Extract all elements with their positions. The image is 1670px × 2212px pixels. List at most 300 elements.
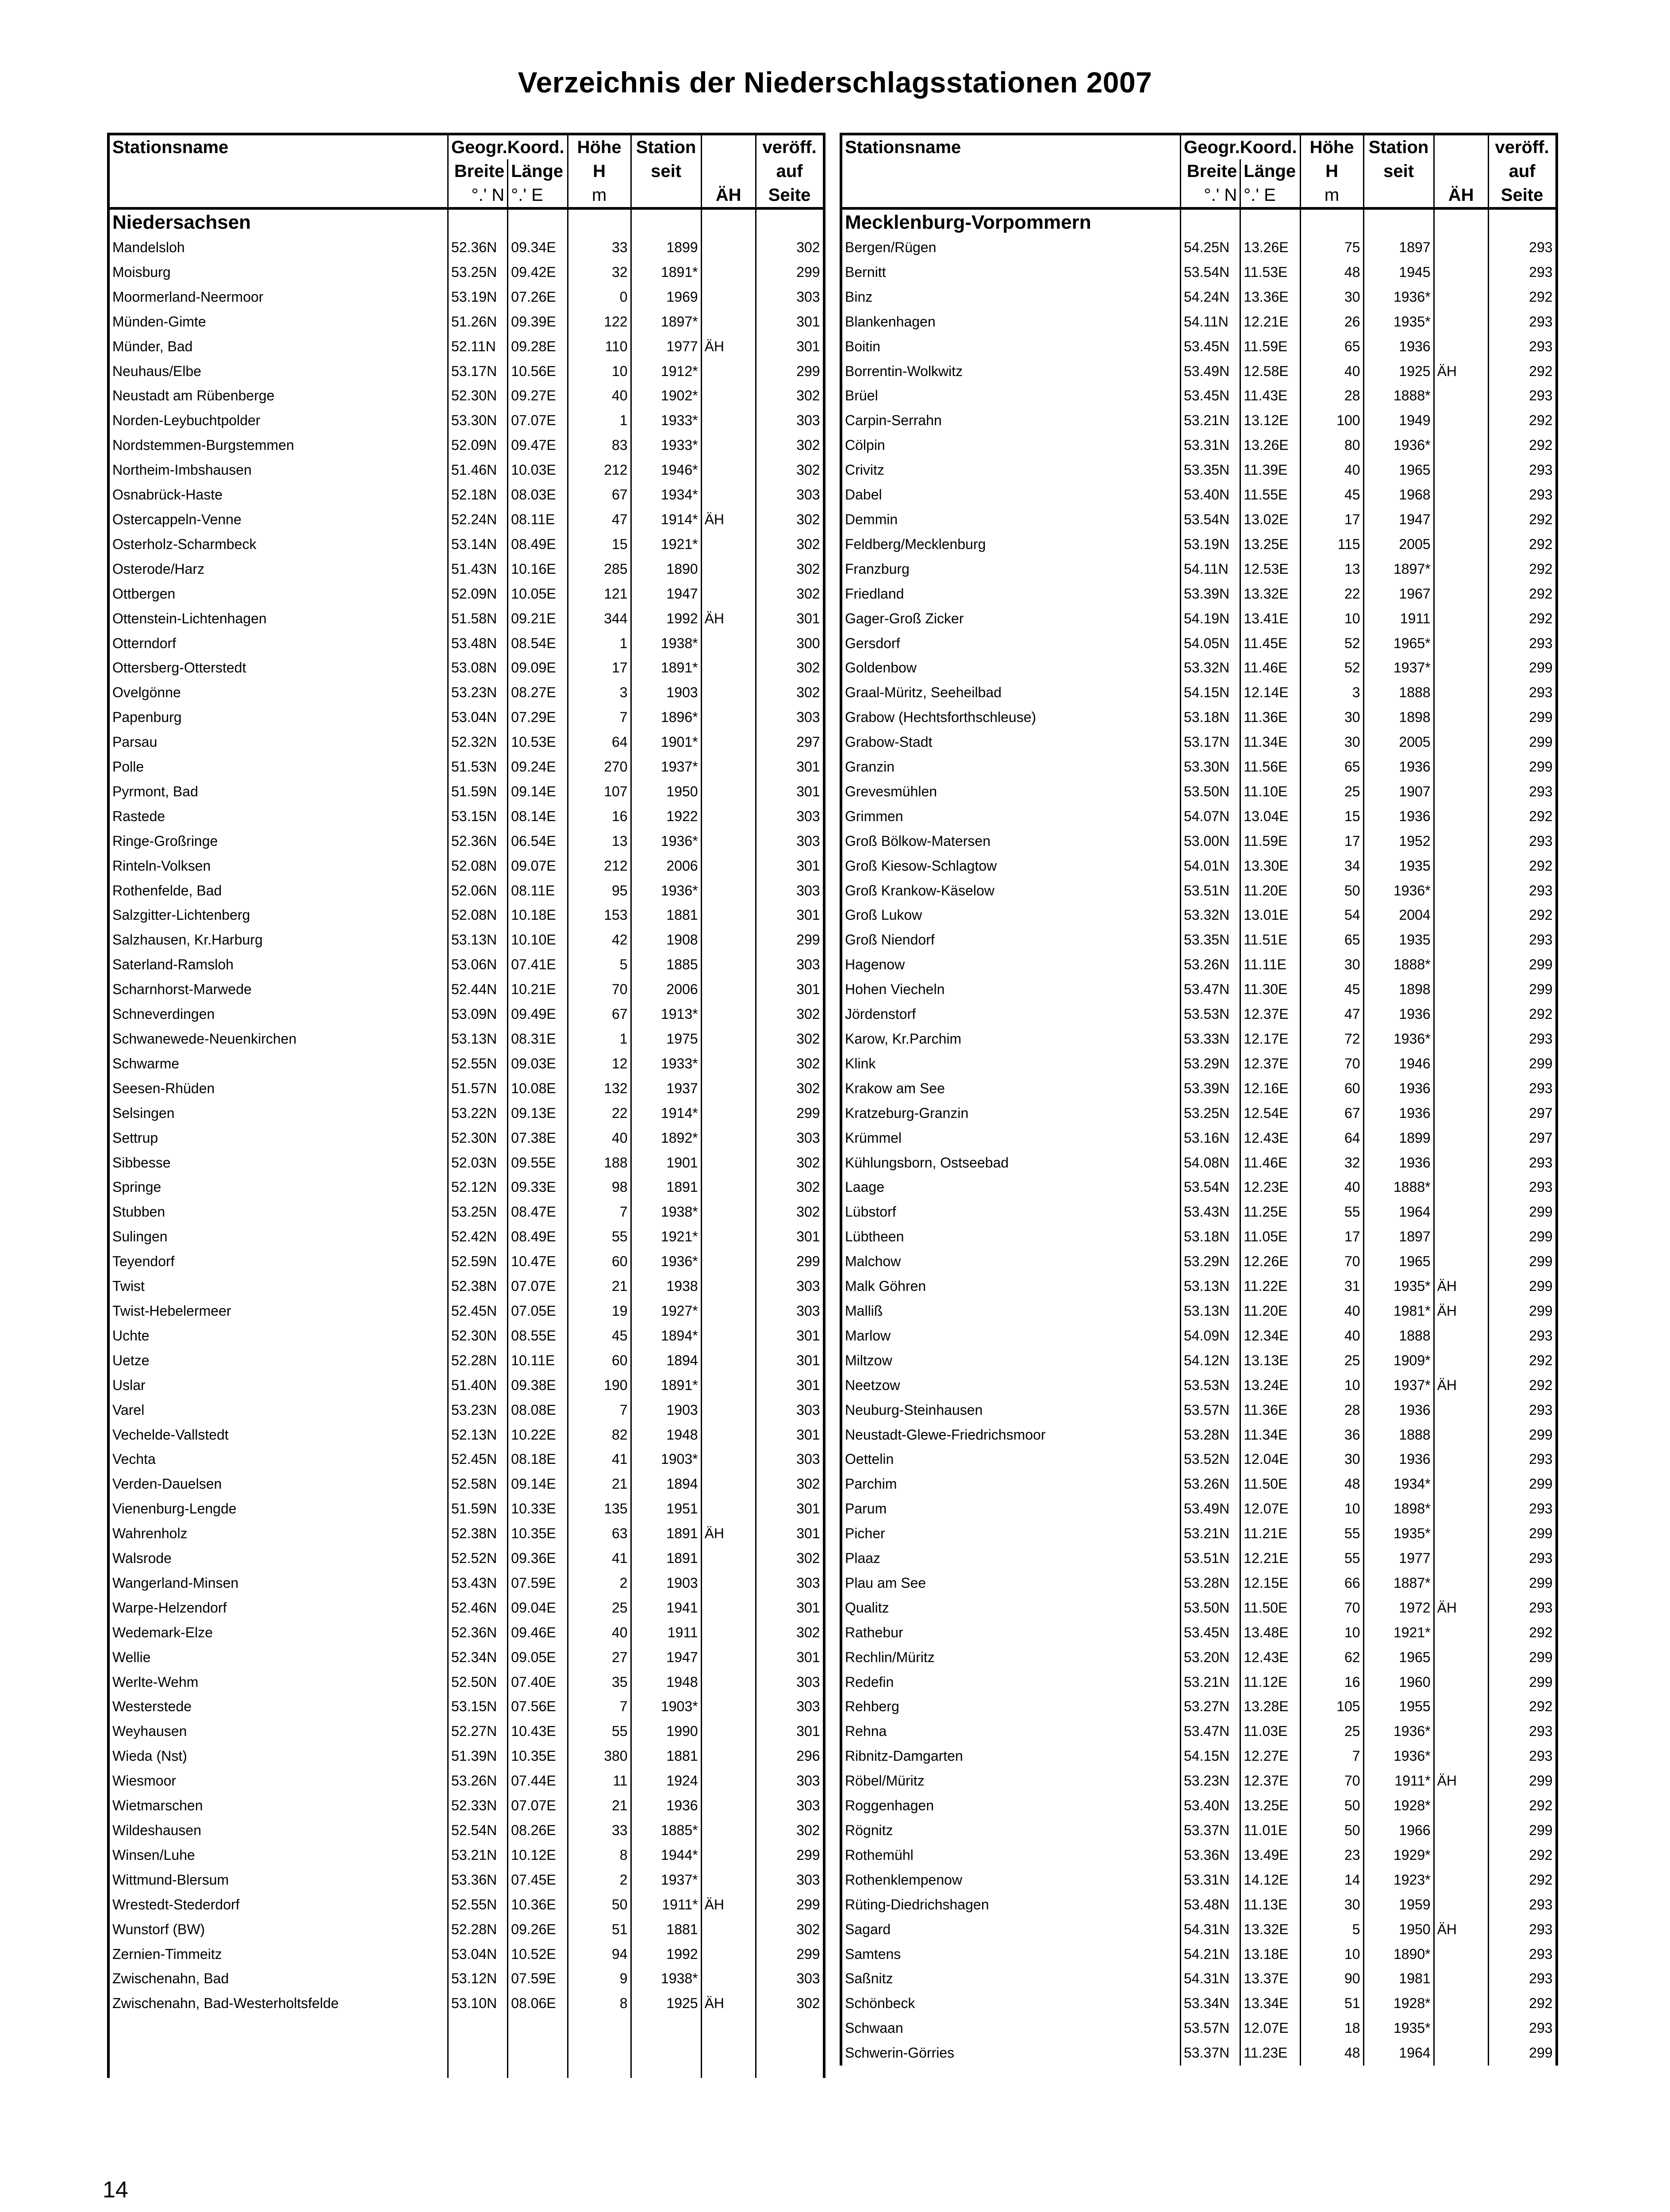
station-height: 8 xyxy=(568,1843,631,1868)
station-longitude: 07.41E xyxy=(508,952,568,977)
station-latitude: 52.59N xyxy=(448,1249,508,1274)
station-latitude: 53.23N xyxy=(1181,1769,1240,1793)
table-row xyxy=(108,1694,824,1719)
station-ah xyxy=(701,1694,756,1719)
station-page: 303 xyxy=(756,829,824,854)
station-ah xyxy=(1434,1151,1488,1175)
station-height: 132 xyxy=(568,1076,631,1101)
station-ah xyxy=(1434,1472,1488,1497)
station-latitude: 53.21N xyxy=(1181,1521,1240,1546)
table-row xyxy=(841,680,1557,705)
station-latitude: 53.54N xyxy=(1181,507,1240,532)
station-latitude: 53.31N xyxy=(1181,433,1240,458)
station-latitude: 51.59N xyxy=(448,1497,508,1521)
station-ah xyxy=(701,1373,756,1398)
station-name: Sagard xyxy=(841,1917,1181,1942)
station-since: 1990 xyxy=(631,1719,701,1744)
station-ah xyxy=(701,656,756,680)
table-row xyxy=(108,1868,824,1893)
station-height: 270 xyxy=(568,755,631,780)
station-longitude: 09.46E xyxy=(508,1621,568,1645)
station-latitude: 51.58N xyxy=(448,607,508,631)
table-row xyxy=(108,1200,824,1225)
station-latitude: 52.28N xyxy=(448,1917,508,1942)
station-longitude: 11.36E xyxy=(1240,705,1300,730)
station-since: 1888* xyxy=(1363,384,1434,408)
station-since: 1947 xyxy=(1363,507,1434,532)
station-latitude: 52.08N xyxy=(448,854,508,879)
station-latitude: 52.45N xyxy=(448,1447,508,1472)
station-ah: ÄH xyxy=(701,1521,756,1546)
station-longitude: 11.36E xyxy=(1240,1398,1300,1423)
station-longitude: 13.36E xyxy=(1240,285,1300,310)
station-longitude: 07.07E xyxy=(508,1274,568,1299)
header-h: H xyxy=(568,159,631,183)
station-height: 32 xyxy=(1300,1151,1363,1175)
station-page: 293 xyxy=(1488,680,1557,705)
station-height: 70 xyxy=(1300,1249,1363,1274)
station-since: 1936* xyxy=(1363,1027,1434,1052)
station-height: 28 xyxy=(1300,1398,1363,1423)
station-since: 1936 xyxy=(1363,334,1434,359)
station-ah xyxy=(1434,656,1488,680)
region-cell xyxy=(1363,208,1434,235)
station-name: Marlow xyxy=(841,1324,1181,1348)
station-ah xyxy=(701,631,756,656)
station-longitude: 11.45E xyxy=(1240,631,1300,656)
station-page: 293 xyxy=(1488,928,1557,952)
table-row xyxy=(841,952,1557,977)
station-longitude: 07.07E xyxy=(508,408,568,433)
station-page: 301 xyxy=(756,1645,824,1670)
station-name: Rastede xyxy=(108,804,448,829)
station-height: 70 xyxy=(1300,1052,1363,1076)
station-ah xyxy=(701,829,756,854)
station-ah xyxy=(1434,1027,1488,1052)
station-ah xyxy=(1434,1101,1488,1126)
region-cell xyxy=(1300,208,1363,235)
station-height: 41 xyxy=(568,1447,631,1472)
station-since: 1887* xyxy=(1363,1571,1434,1596)
station-latitude: 54.19N xyxy=(1181,607,1240,631)
station-longitude: 10.22E xyxy=(508,1423,568,1448)
station-latitude: 52.36N xyxy=(448,1621,508,1645)
station-page: 293 xyxy=(1488,1398,1557,1423)
station-page: 302 xyxy=(756,433,824,458)
station-longitude: 09.21E xyxy=(508,607,568,631)
station-ah xyxy=(1434,310,1488,334)
station-height: 5 xyxy=(568,952,631,977)
station-latitude: 51.40N xyxy=(448,1373,508,1398)
station-latitude: 52.03N xyxy=(448,1151,508,1175)
station-since: 1888 xyxy=(1363,1423,1434,1448)
header-breite: Breite xyxy=(448,159,508,183)
station-ah xyxy=(1434,1225,1488,1249)
station-height: 45 xyxy=(1300,483,1363,507)
station-height: 27 xyxy=(568,1645,631,1670)
station-longitude: 09.14E xyxy=(508,780,568,804)
station-page: 299 xyxy=(1488,1423,1557,1448)
station-latitude: 53.54N xyxy=(1181,260,1240,285)
station-since: 1921* xyxy=(631,1225,701,1249)
station-name: Sibbesse xyxy=(108,1151,448,1175)
station-name: Krakow am See xyxy=(841,1076,1181,1101)
station-since: 1898* xyxy=(1363,1497,1434,1521)
station-ah xyxy=(701,780,756,804)
station-height: 10 xyxy=(1300,1621,1363,1645)
header-lat-unit: °.' N xyxy=(1181,183,1240,208)
station-longitude: 14.12E xyxy=(1240,1868,1300,1893)
station-page: 292 xyxy=(1488,1348,1557,1373)
station-ah xyxy=(701,1744,756,1769)
station-name: Grimmen xyxy=(841,804,1181,829)
table-row xyxy=(108,1793,824,1818)
station-longitude: 11.05E xyxy=(1240,1225,1300,1249)
station-ah xyxy=(1434,928,1488,952)
station-latitude: 52.55N xyxy=(448,1052,508,1076)
station-page: 293 xyxy=(1488,334,1557,359)
station-since: 1937 xyxy=(631,1076,701,1101)
station-longitude: 08.26E xyxy=(508,1818,568,1843)
station-ah xyxy=(701,705,756,730)
region-cell xyxy=(1434,208,1488,235)
station-name: Schwarme xyxy=(108,1052,448,1076)
station-name: Neetzow xyxy=(841,1373,1181,1398)
station-name: Kühlungsborn, Ostseebad xyxy=(841,1151,1181,1175)
station-ah xyxy=(1434,631,1488,656)
station-name: Röbel/Müritz xyxy=(841,1769,1181,1793)
station-since: 1903 xyxy=(631,680,701,705)
station-latitude: 52.12N xyxy=(448,1175,508,1200)
station-since: 1888 xyxy=(1363,680,1434,705)
table-row xyxy=(108,705,824,730)
station-latitude: 53.26N xyxy=(1181,1472,1240,1497)
station-ah xyxy=(701,952,756,977)
station-since: 1903* xyxy=(631,1694,701,1719)
station-height: 19 xyxy=(568,1299,631,1324)
station-page: 301 xyxy=(756,977,824,1002)
station-page: 292 xyxy=(1488,507,1557,532)
station-latitude: 54.01N xyxy=(1181,854,1240,879)
table-row xyxy=(841,780,1557,804)
header-m: m xyxy=(1300,183,1363,208)
station-since: 1936 xyxy=(1363,1151,1434,1175)
station-since: 1921* xyxy=(631,532,701,557)
station-ah xyxy=(701,879,756,903)
station-name: Norden-Leybuchtpolder xyxy=(108,408,448,433)
station-height: 55 xyxy=(1300,1546,1363,1571)
station-latitude: 53.21N xyxy=(1181,1670,1240,1695)
station-since: 1966 xyxy=(1363,1818,1434,1843)
station-latitude: 53.15N xyxy=(448,804,508,829)
station-since: 1891 xyxy=(631,1521,701,1546)
station-since: 1949 xyxy=(1363,408,1434,433)
station-page: 293 xyxy=(1488,235,1557,260)
station-latitude: 53.49N xyxy=(1181,1497,1240,1521)
station-page: 293 xyxy=(1488,1942,1557,1967)
station-longitude: 09.42E xyxy=(508,260,568,285)
station-height: 212 xyxy=(568,854,631,879)
station-latitude: 53.54N xyxy=(1181,1175,1240,1200)
station-height: 30 xyxy=(1300,285,1363,310)
station-since: 1938* xyxy=(631,631,701,656)
station-since: 1888 xyxy=(1363,1324,1434,1348)
station-ah: ÄH xyxy=(1434,359,1488,384)
station-since: 1903 xyxy=(631,1571,701,1596)
station-longitude: 10.11E xyxy=(508,1348,568,1373)
station-longitude: 12.14E xyxy=(1240,680,1300,705)
station-height: 21 xyxy=(568,1274,631,1299)
station-height: 70 xyxy=(568,977,631,1002)
station-ah xyxy=(701,1052,756,1076)
station-page: 303 xyxy=(756,804,824,829)
station-latitude: 53.09N xyxy=(448,1002,508,1027)
station-longitude: 09.39E xyxy=(508,310,568,334)
station-since: 1903* xyxy=(631,1447,701,1472)
station-height: 55 xyxy=(1300,1521,1363,1546)
station-height: 25 xyxy=(1300,780,1363,804)
station-page: 293 xyxy=(1488,1917,1557,1942)
station-latitude: 52.13N xyxy=(448,1423,508,1448)
station-latitude: 53.39N xyxy=(1181,582,1240,607)
table-row xyxy=(108,1447,824,1472)
station-longitude: 09.55E xyxy=(508,1151,568,1175)
station-page: 293 xyxy=(1488,1719,1557,1744)
station-longitude: 10.05E xyxy=(508,582,568,607)
station-since: 1965 xyxy=(1363,458,1434,483)
table-row xyxy=(841,1398,1557,1423)
station-longitude: 08.03E xyxy=(508,483,568,507)
station-name xyxy=(108,2016,448,2047)
page-number: 14 xyxy=(103,2177,128,2203)
station-ah xyxy=(1434,1052,1488,1076)
station-ah xyxy=(1434,433,1488,458)
station-name: Parsau xyxy=(108,730,448,755)
station-longitude: 13.32E xyxy=(1240,1917,1300,1942)
station-ah: ÄH xyxy=(1434,1373,1488,1398)
station-ah xyxy=(701,310,756,334)
station-name: Weyhausen xyxy=(108,1719,448,1744)
station-ah xyxy=(701,582,756,607)
header-veroeff: veröff. xyxy=(756,134,824,159)
station-ah xyxy=(1434,1447,1488,1472)
station-name: Uslar xyxy=(108,1373,448,1398)
station-height: 13 xyxy=(1300,557,1363,582)
station-latitude: 53.57N xyxy=(1181,2016,1240,2041)
station-height: 30 xyxy=(1300,1447,1363,1472)
station-longitude: 08.47E xyxy=(508,1200,568,1225)
station-ah xyxy=(1434,854,1488,879)
station-latitude: 52.09N xyxy=(448,582,508,607)
station-longitude: 07.59E xyxy=(508,1966,568,1991)
station-page: 302 xyxy=(756,1917,824,1942)
station-longitude: 11.51E xyxy=(1240,928,1300,952)
station-since: 1927* xyxy=(631,1299,701,1324)
station-longitude: 11.56E xyxy=(1240,755,1300,780)
station-latitude: 53.08N xyxy=(448,656,508,680)
station-page: 292 xyxy=(1488,854,1557,879)
station-height: 115 xyxy=(1300,532,1363,557)
header-blank xyxy=(1363,183,1434,208)
station-height: 40 xyxy=(1300,359,1363,384)
station-latitude: 52.55N xyxy=(448,1893,508,1917)
station-name: Wellie xyxy=(108,1645,448,1670)
station-name: Twist-Hebelermeer xyxy=(108,1299,448,1324)
header-h: H xyxy=(1300,159,1363,183)
station-longitude: 11.11E xyxy=(1240,952,1300,977)
station-name: Nordstemmen-Burgstemmen xyxy=(108,433,448,458)
station-page: 293 xyxy=(1488,1744,1557,1769)
station-since: 1935 xyxy=(1363,928,1434,952)
station-height xyxy=(568,2016,631,2047)
station-ah xyxy=(1434,1719,1488,1744)
station-page: 293 xyxy=(1488,1893,1557,1917)
station-since: 1936 xyxy=(1363,755,1434,780)
station-page: 303 xyxy=(756,952,824,977)
station-ah xyxy=(701,1621,756,1645)
station-page: 302 xyxy=(756,1546,824,1571)
station-page: 302 xyxy=(756,1052,824,1076)
station-name: Ottenstein-Lichtenhagen xyxy=(108,607,448,631)
station-latitude: 52.11N xyxy=(448,334,508,359)
station-longitude: 12.15E xyxy=(1240,1571,1300,1596)
station-longitude: 09.47E xyxy=(508,433,568,458)
station-name: Lübtheen xyxy=(841,1225,1181,1249)
station-since: 1975 xyxy=(631,1027,701,1052)
station-name: Wangerland-Minsen xyxy=(108,1571,448,1596)
header-geogr-koord: Geogr.Koord. xyxy=(1181,134,1301,159)
station-height: 100 xyxy=(1300,408,1363,433)
station-since: 1902* xyxy=(631,384,701,408)
station-since: 1934* xyxy=(1363,1472,1434,1497)
station-ah xyxy=(1434,260,1488,285)
station-since: 1965* xyxy=(1363,631,1434,656)
table-row xyxy=(108,1521,824,1546)
station-longitude: 10.35E xyxy=(508,1521,568,1546)
station-table-right xyxy=(840,133,1558,2066)
station-height: 50 xyxy=(1300,879,1363,903)
station-name: Borrentin-Wolkwitz xyxy=(841,359,1181,384)
station-longitude: 12.21E xyxy=(1240,310,1300,334)
station-page: 301 xyxy=(756,607,824,631)
station-since: 1936 xyxy=(631,1793,701,1818)
station-ah xyxy=(701,680,756,705)
station-name: Oettelin xyxy=(841,1447,1181,1472)
header-hoehe: Höhe xyxy=(568,134,631,159)
station-longitude: 08.55E xyxy=(508,1324,568,1348)
header-stationsname: Stationsname xyxy=(841,134,1181,159)
station-name: Schwaan xyxy=(841,2016,1181,2041)
table-row xyxy=(841,1101,1557,1126)
header-station: Station xyxy=(631,134,701,159)
header-laenge: Länge xyxy=(508,159,568,183)
station-height: 40 xyxy=(1300,458,1363,483)
station-longitude: 09.28E xyxy=(508,334,568,359)
station-name: Hagenow xyxy=(841,952,1181,977)
table-row xyxy=(841,1719,1557,1744)
station-name: Granzin xyxy=(841,755,1181,780)
station-since: 1914* xyxy=(631,507,701,532)
station-since: 1890* xyxy=(1363,1942,1434,1967)
station-longitude: 08.27E xyxy=(508,680,568,705)
table-row xyxy=(841,854,1557,879)
station-ah xyxy=(1434,755,1488,780)
station-longitude: 08.06E xyxy=(508,1991,568,2016)
station-ah xyxy=(1434,1348,1488,1373)
station-latitude: 53.17N xyxy=(448,359,508,384)
station-latitude: 51.59N xyxy=(448,780,508,804)
station-since: 1912* xyxy=(631,359,701,384)
station-page: 293 xyxy=(1488,1447,1557,1472)
station-name: Redefin xyxy=(841,1670,1181,1695)
header-ah-blank2 xyxy=(701,159,756,183)
station-page: 303 xyxy=(756,1793,824,1818)
station-page: 299 xyxy=(1488,1274,1557,1299)
station-ah xyxy=(701,2047,756,2078)
header-blank xyxy=(841,159,1181,183)
station-name: Wietmarschen xyxy=(108,1793,448,1818)
station-since: 1885 xyxy=(631,952,701,977)
table-row xyxy=(841,1002,1557,1027)
station-longitude: 10.52E xyxy=(508,1942,568,1967)
station-longitude: 11.46E xyxy=(1240,1151,1300,1175)
station-latitude: 53.25N xyxy=(448,260,508,285)
station-latitude: 52.27N xyxy=(448,1719,508,1744)
station-name: Rehna xyxy=(841,1719,1181,1744)
table-row xyxy=(108,1249,824,1274)
station-name: Samtens xyxy=(841,1942,1181,1967)
station-name: Polle xyxy=(108,755,448,780)
table-row xyxy=(841,804,1557,829)
station-since: 1935* xyxy=(1363,1521,1434,1546)
table-row xyxy=(841,1917,1557,1942)
station-height: 51 xyxy=(568,1917,631,1942)
table-row xyxy=(841,829,1557,854)
station-page: 302 xyxy=(756,1027,824,1052)
station-ah xyxy=(701,1818,756,1843)
station-ah xyxy=(701,1645,756,1670)
station-page: 293 xyxy=(1488,1324,1557,1348)
station-ah xyxy=(701,1917,756,1942)
station-longitude: 12.04E xyxy=(1240,1447,1300,1472)
station-page: 302 xyxy=(756,1991,824,2016)
station-longitude: 11.30E xyxy=(1240,977,1300,1002)
region-cell xyxy=(1488,208,1557,235)
station-page: 299 xyxy=(1488,1052,1557,1076)
station-name: Karow, Kr.Parchim xyxy=(841,1027,1181,1052)
station-latitude: 53.21N xyxy=(448,1843,508,1868)
station-latitude: 53.27N xyxy=(1181,1694,1240,1719)
table-row xyxy=(108,854,824,879)
station-ah xyxy=(701,1175,756,1200)
table-row xyxy=(108,433,824,458)
station-page: 293 xyxy=(1488,260,1557,285)
station-longitude: 13.02E xyxy=(1240,507,1300,532)
station-name: Neuhaus/Elbe xyxy=(108,359,448,384)
station-ah xyxy=(1434,1868,1488,1893)
station-latitude: 52.50N xyxy=(448,1670,508,1695)
station-ah xyxy=(701,1843,756,1868)
station-latitude: 52.38N xyxy=(448,1274,508,1299)
station-since: 1937* xyxy=(631,1868,701,1893)
station-name: Stubben xyxy=(108,1200,448,1225)
station-height: 40 xyxy=(568,1621,631,1645)
station-since: 1929* xyxy=(1363,1843,1434,1868)
table-row xyxy=(108,1719,824,1744)
station-name: Münder, Bad xyxy=(108,334,448,359)
station-longitude: 07.44E xyxy=(508,1769,568,1793)
station-longitude: 07.38E xyxy=(508,1126,568,1151)
